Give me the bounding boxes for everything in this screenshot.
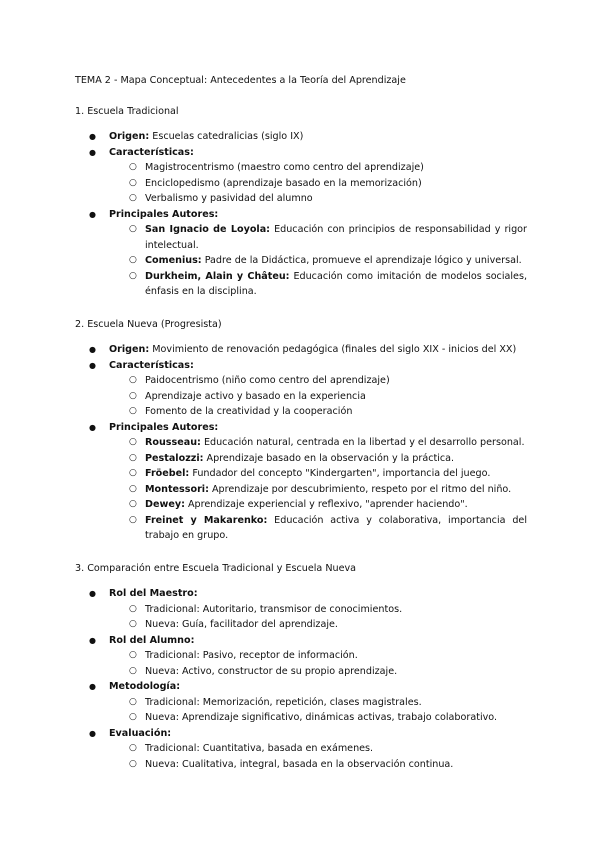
sub-item: ○ Tradicional: Autoritario, transmisor de conocimientos. — [75, 602, 527, 618]
sub-item: ○ Nueva: Aprendizaje significativo, dinámicas activas, trabajo colaborativo. — [75, 710, 527, 726]
comparison-group: ● Rol del Maestro: — [75, 586, 527, 602]
sub-item: ○ Enciclopedismo (aprendizaje basado en la memorización) — [75, 176, 527, 192]
sub-item: ○ Tradicional: Pasivo, receptor de información. — [75, 648, 527, 664]
section-1-list — [75, 129, 527, 300]
sub-item: ○ Paidocentrismo (niño como centro del aprendizaje) — [75, 373, 527, 389]
sub-item: ○ Tradicional: Memorización, repetición, clases magistrales. — [75, 695, 527, 711]
author-item: ○ Freinet y Makarenko: Educación activa y colaborativa, importancia del trabajo en grupo. — [75, 513, 527, 544]
author-item: ○ San Ignacio de Loyola: Educación con principios de responsabilidad y rigor intelectual. — [75, 222, 527, 253]
author-item: ○ Fröebel: Fundador del concepto "Kindergarten", importancia del juego. — [75, 466, 527, 482]
comparison-group: ● Evaluación: — [75, 726, 527, 742]
section-2-list — [75, 342, 527, 544]
list-item-origen: ● Origen: Escuelas catedralicias (siglo IX) — [75, 129, 527, 145]
sub-item: ○ Nueva: Guía, facilitador del aprendizaje. — [75, 617, 527, 633]
section-2-heading: 2. Escuela Nueva (Progresista) — [75, 319, 222, 330]
sub-item: ○ Verbalismo y pasividad del alumno — [75, 191, 527, 207]
sub-item: ○ Nueva: Cualitativa, integral, basada en la observación continua. — [75, 757, 527, 773]
author-item: ○ Pestalozzi: Aprendizaje basado en la observación y la práctica. — [75, 451, 527, 467]
author-item: ○ Comenius: Padre de la Didáctica, promueve el aprendizaje lógico y universal. — [75, 253, 527, 269]
sub-item: ○ Nueva: Activo, constructor de su propio aprendizaje. — [75, 664, 527, 680]
list-item-autores: ● Principales Autores: — [75, 207, 527, 223]
section-3-heading: 3. Comparación entre Escuela Tradicional y Escuela Nueva — [75, 563, 357, 574]
sub-item: ○ Magistrocentrismo (maestro como centro del aprendizaje) — [75, 160, 527, 176]
document-title: TEMA 2 - Mapa Conceptual: Antecedentes a la Teoría del Aprendizaje — [75, 75, 406, 86]
list-item-caracteristicas: ● Características: — [75, 145, 527, 161]
sub-item: ○ Fomento de la creatividad y la cooperación — [75, 404, 527, 420]
sub-item: ○ Aprendizaje activo y basado en la experiencia — [75, 389, 527, 405]
comparison-group: ● Metodología: — [75, 679, 527, 695]
list-item-autores: ● Principales Autores: — [75, 420, 527, 436]
comparison-group: ● Rol del Alumno: — [75, 633, 527, 649]
section-1-heading: 1. Escuela Tradicional — [75, 106, 179, 117]
author-item: ○ Montessori: Aprendizaje por descubrimiento, respeto por el ritmo del niño. — [75, 482, 527, 498]
author-item: ○ Durkheim, Alain y Châteu: Educación como imitación de modelos sociales, énfasis en la disciplina. — [75, 269, 527, 300]
list-item-origen: ● Origen: Movimiento de renovación pedagógica (finales del siglo XIX - inicios del XX) — [75, 342, 527, 358]
list-item-caracteristicas: ● Características: — [75, 358, 527, 374]
author-item: ○ Dewey: Aprendizaje experiencial y reflexivo, "aprender haciendo". — [75, 497, 527, 513]
section-3-list — [75, 586, 527, 772]
author-item: ○ Rousseau: Educación natural, centrada en la libertad y el desarrollo personal. — [75, 435, 527, 451]
sub-item: ○ Tradicional: Cuantitativa, basada en exámenes. — [75, 741, 527, 757]
